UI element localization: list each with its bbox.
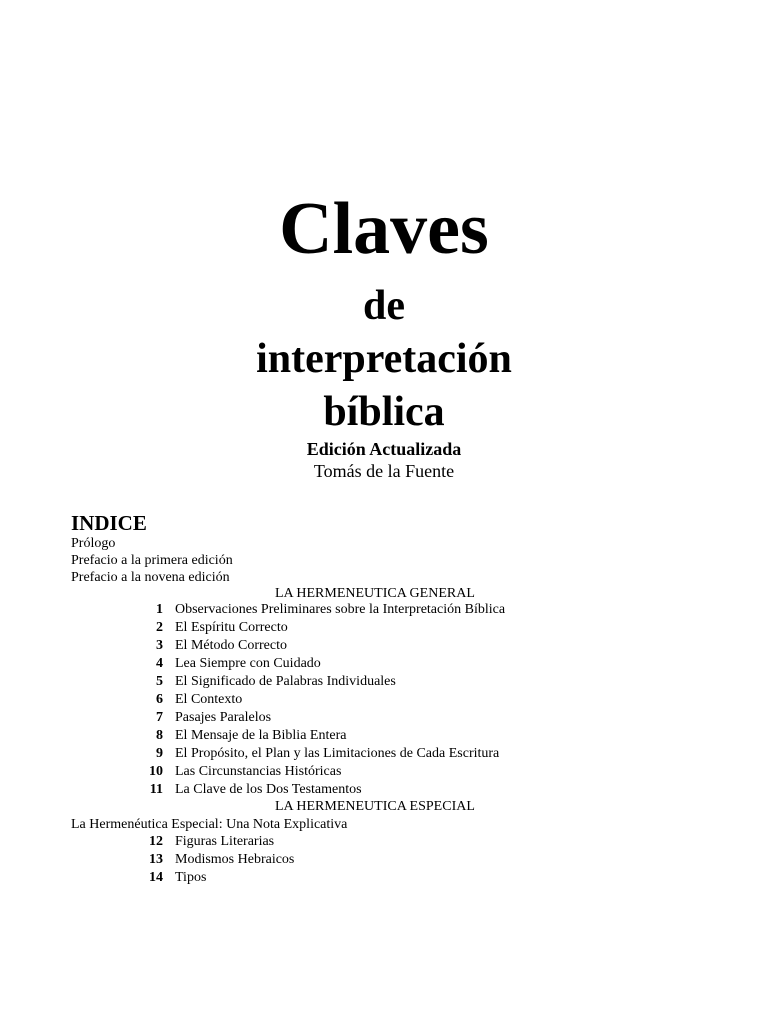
section-heading-especial: LA HERMENEUTICA ESPECIAL bbox=[275, 799, 475, 814]
chapter-title: Modismos Hebraicos bbox=[175, 852, 295, 867]
chapter-title: Observaciones Preliminares sobre la Interpretación Bíblica bbox=[175, 602, 506, 617]
title-interpretacion: interpretación bbox=[256, 336, 512, 382]
chapter-title: Lea Siempre con Cuidado bbox=[175, 656, 321, 671]
chapter-number: 14 bbox=[149, 870, 163, 885]
front-matter-prologo: Prólogo bbox=[71, 536, 116, 551]
edition-label: Edición Actualizada bbox=[306, 439, 462, 459]
chapter-number: 2 bbox=[156, 620, 163, 635]
chapter-number: 7 bbox=[156, 710, 163, 725]
chapter-number: 8 bbox=[156, 728, 163, 743]
chapter-number: 6 bbox=[156, 692, 163, 707]
author-name: Tomás de la Fuente bbox=[313, 461, 455, 481]
chapter-title: El Significado de Palabras Individuales bbox=[175, 674, 396, 689]
index-heading: INDICE bbox=[71, 511, 147, 535]
chapter-title: La Clave de los Dos Testamentos bbox=[175, 782, 362, 797]
chapter-number: 12 bbox=[149, 834, 163, 849]
title-biblica: bíblica bbox=[323, 389, 445, 435]
section-heading-general: LA HERMENEUTICA GENERAL bbox=[275, 586, 475, 601]
chapter-number: 10 bbox=[149, 764, 163, 779]
chapter-title: El Contexto bbox=[175, 692, 243, 707]
chapter-title: Pasajes Paralelos bbox=[175, 710, 272, 725]
chapter-title: El Propósito, el Plan y las Limitaciones de Cada Escritura bbox=[175, 746, 500, 761]
chapter-title: Tipos bbox=[175, 870, 207, 885]
chapter-title: El Espíritu Correcto bbox=[175, 620, 288, 635]
chapter-title: El Mensaje de la Biblia Entera bbox=[175, 728, 347, 743]
chapter-number: 5 bbox=[156, 674, 163, 689]
chapter-number: 9 bbox=[156, 746, 163, 761]
chapter-number: 13 bbox=[149, 852, 163, 867]
chapter-number: 3 bbox=[156, 638, 163, 653]
chapter-number: 4 bbox=[156, 656, 163, 671]
chapter-title: El Método Correcto bbox=[175, 638, 287, 653]
title-de: de bbox=[363, 283, 405, 329]
chapter-title: Figuras Literarias bbox=[175, 834, 275, 849]
chapter-number: 11 bbox=[149, 782, 163, 797]
chapter-title: Las Circunstancias Históricas bbox=[175, 764, 342, 779]
title-claves: Claves bbox=[279, 188, 489, 270]
front-matter-prefacio-primera: Prefacio a la primera edición bbox=[71, 553, 233, 568]
front-matter-prefacio-novena: Prefacio a la novena edición bbox=[71, 570, 230, 585]
chapter-number: 1 bbox=[156, 602, 163, 617]
section-note: La Hermenéutica Especial: Una Nota Explicativa bbox=[71, 817, 348, 832]
